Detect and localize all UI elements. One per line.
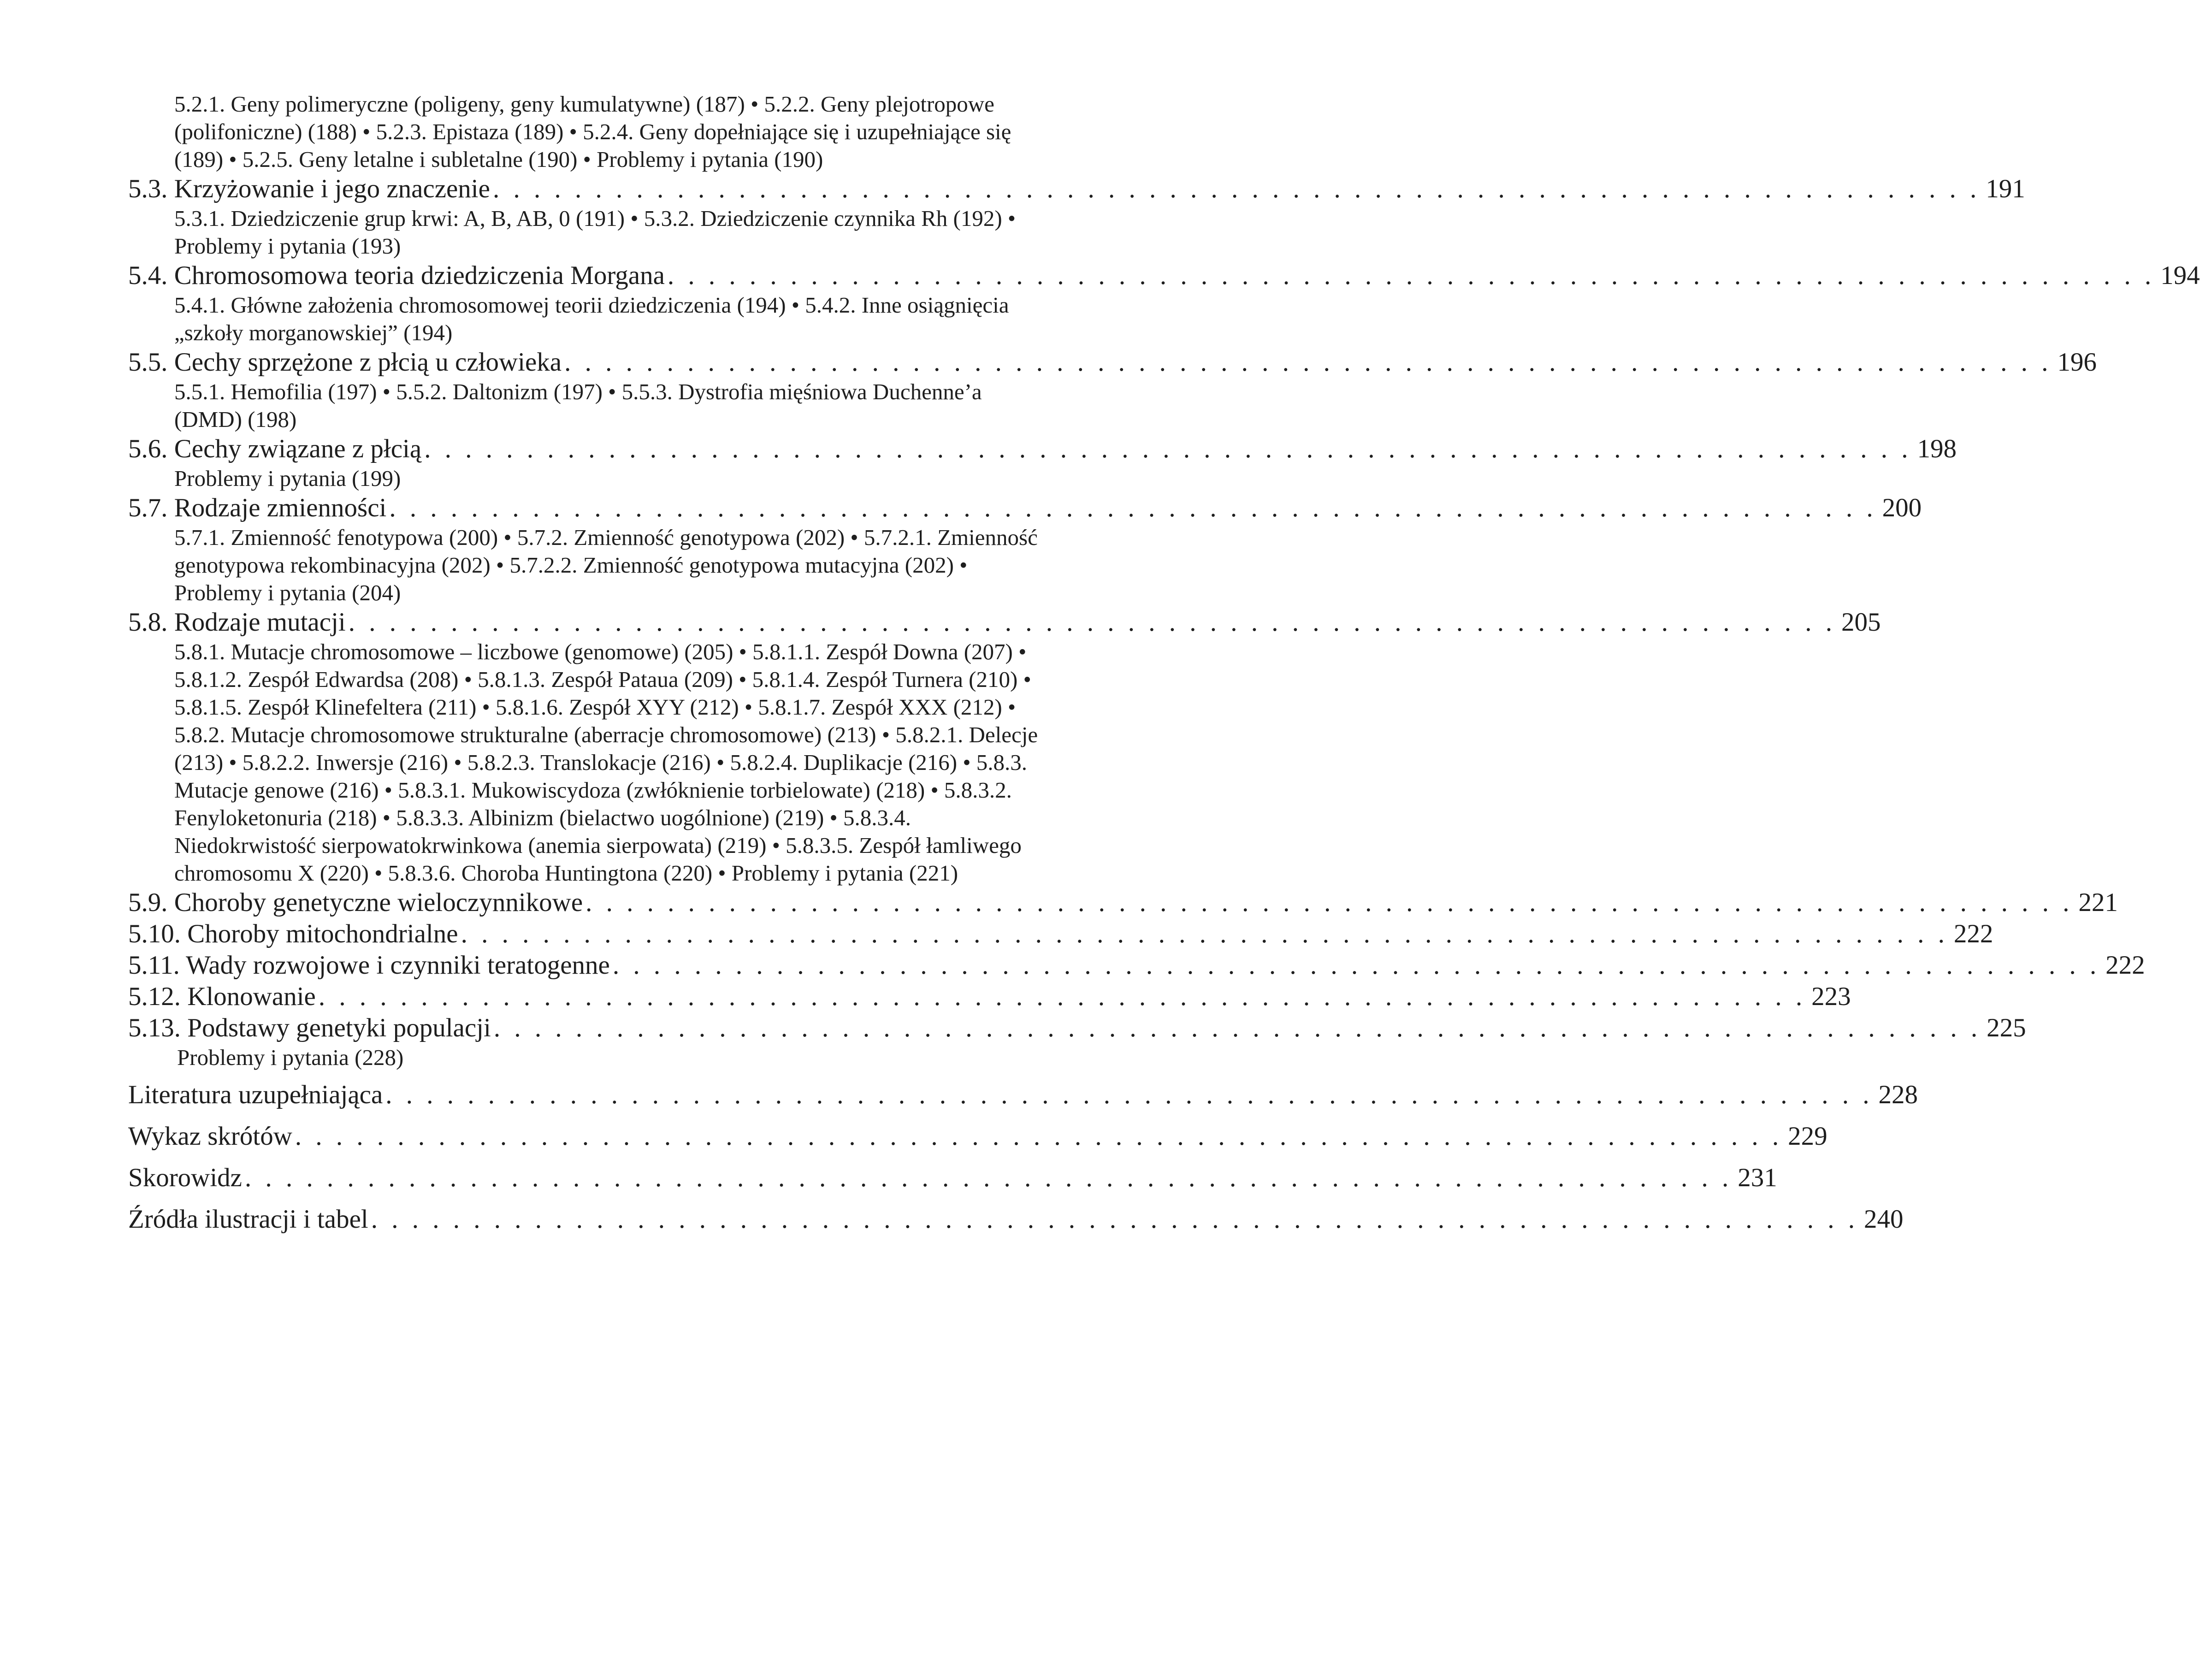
toc-page-number: 222	[2105, 951, 2145, 980]
toc-page-number: 228	[1878, 1080, 1918, 1109]
toc-page-number: 229	[1788, 1122, 1827, 1151]
subsection-list-5-13: Problemy i pytania (228)	[177, 1045, 404, 1070]
toc-entry-title: Wykaz skrótów	[128, 1122, 292, 1151]
toc-entry-title: Źródła ilustracji i tabel	[128, 1205, 368, 1234]
toc-entry-5-7[interactable]	[128, 492, 1922, 524]
toc-entry-5-9[interactable]	[128, 887, 2118, 918]
toc-page-number: 240	[1864, 1205, 1904, 1234]
toc-entry-title: 5.8. Rodzaje mutacji	[128, 608, 346, 637]
leader-dots: . . . . . . . . . . . . . . . . . . . . . . . . . . . . . . . . . . . . . . . . . . . . . . . . . . . . . . . . . . . . . . . . . . . . . . . . .	[667, 261, 2155, 290]
toc-page-number: 205	[1841, 608, 1881, 637]
leader-dots: . . . . . . . . . . . . . . . . . . . . . . . . . . . . . . . . . . . . . . . . . . . . . . . . . . . . . . . . . . . . . . . . . . . . . . . . .	[244, 1163, 1733, 1192]
toc-page-number: 222	[1953, 919, 1993, 948]
toc-entry-title: 5.11. Wady rozwojowe i czynniki teratogenne	[128, 951, 610, 980]
toc-entry-5-12[interactable]	[128, 981, 1851, 1012]
toc-entry-zrodla-ilustracji[interactable]	[128, 1201, 1904, 1237]
leader-dots: . . . . . . . . . . . . . . . . . . . . . . . . . . . . . . . . . . . . . . . . . . . . . . . . . . . . . . . . . . . . . . . . . . . . . . . . .	[612, 951, 2100, 980]
toc-entry-title: 5.5. Cechy sprzężone z płcią u człowieka	[128, 348, 562, 377]
toc-page-number: 196	[2057, 348, 2097, 377]
toc-entry-5-3[interactable]	[128, 173, 2025, 205]
leader-dots: . . . . . . . . . . . . . . . . . . . . . . . . . . . . . . . . . . . . . . . . . . . . . . . . . . . . . . . . . . . . . . . . . . . . . . . . .	[461, 919, 1948, 948]
leader-dots: . . . . . . . . . . . . . . . . . . . . . . . . . . . . . . . . . . . . . . . . . . . . . . . . . . . . . . . . . . . . . . . . . . . . . . . . .	[385, 1080, 1873, 1109]
table-of-contents	[128, 90, 2200, 1237]
leader-dots: . . . . . . . . . . . . . . . . . . . . . . . . . . . . . . . . . . . . . . . . . . . . . . . . . . . . . . . . . . . . . . . . . . . . . . . . .	[564, 348, 2052, 377]
toc-entry-title: 5.4. Chromosomowa teoria dziedziczenia Morgana	[128, 261, 665, 290]
subsection-list-5-2: 5.2.1. Geny polimeryczne (poligeny, geny kumulatywne) (187) • 5.2.2. Geny plejotropowe (polifoniczne) (188) • 5.2.3. Epistaza (189) • 5.2.4. Geny dopełniające się i uzupełniające się (189) • 5.2.5. Geny letalne i subletalne (190) • Problemy i pytania (190)	[174, 91, 1011, 172]
subsection-list-5-7: 5.7.1. Zmienność fenotypowa (200) • 5.7.2. Zmienność genotypowa (202) • 5.7.2.1. Zmienność genotypowa rekombinacyjna (202) • 5.7.2.2. Zmienność genotypowa mutacyjna (202) • Problemy i pytania (204)	[174, 525, 1038, 605]
leader-dots: . . . . . . . . . . . . . . . . . . . . . . . . . . . . . . . . . . . . . . . . . . . . . . . . . . . . . . . . . . . . . . . . . . . . . . . . .	[493, 1013, 1981, 1042]
toc-entry-title: 5.13. Podstawy genetyki populacji	[128, 1013, 491, 1042]
subsection-list-5-8: 5.8.1. Mutacje chromosomowe – liczbowe (genomowe) (205) • 5.8.1.1. Zespół Downa (207) • 5.8.1.2. Zespół Edwardsa (208) • 5.8.1.3. Zespół Pataua (209) • 5.8.1.4. Zespół Turnera (210) • 5.8.1.5. Zespół Klinefeltera (211) • 5.8.1.6. Zespół XYY (212) • 5.8.1.7. Zespół XXX (212) • 5.8.2. Mutacje chromosomowe strukturalne (aberracje chromosomowe) (213) • 5.8.2.1. Delecje (213) • 5.8.2.2. Inwersje (216) • 5.8.2.3. Translokacje (216) • 5.8.2.4. Duplikacje (216) • 5.8.3. Mutacje genowe (216) • 5.8.3.1. Mukowiscydoza (zwłóknienie torbielowate) (218) • 5.8.3.2. Fenyloketonuria (218) • 5.8.3.3. Albinizm (bielactwo uogólnione) (219) • 5.8.3.4. Niedokrwistość sierpowatokrwinkowa (anemia sierpowata) (219) • 5.8.3.5. Zespół łamliwego chromosomu X (220) • 5.8.3.6. Choroba Huntingtona (220) • Problemy i pytania (221)	[174, 639, 1038, 886]
subsection-list-5-4: 5.4.1. Główne założenia chromosomowej teorii dziedziczenia (194) • 5.4.2. Inne osiągnięcia „szkoły morganowskiej” (194)	[174, 292, 1009, 345]
toc-entry-5-11[interactable]	[128, 950, 2145, 981]
leader-dots: . . . . . . . . . . . . . . . . . . . . . . . . . . . . . . . . . . . . . . . . . . . . . . . . . . . . . . . . . . . . . . . . . . . . . . . . .	[318, 982, 1806, 1011]
toc-entry-wykaz-skrotow[interactable]	[128, 1118, 1827, 1154]
toc-entry-5-6[interactable]	[128, 433, 1957, 465]
toc-entry-title: 5.10. Choroby mitochondrialne	[128, 919, 458, 948]
toc-entry-5-8[interactable]	[128, 607, 1881, 638]
toc-page-number: 231	[1738, 1163, 1777, 1192]
leader-dots: . . . . . . . . . . . . . . . . . . . . . . . . . . . . . . . . . . . . . . . . . . . . . . . . . . . . . . . . . . . . . . . . . . . . . . . . .	[348, 608, 1836, 637]
leader-dots: . . . . . . . . . . . . . . . . . . . . . . . . . . . . . . . . . . . . . . . . . . . . . . . . . . . . . . . . . . . . . . . . . . . . . . . . .	[389, 493, 1877, 522]
toc-entry-title: 5.12. Klonowanie	[128, 982, 316, 1011]
leader-dots: . . . . . . . . . . . . . . . . . . . . . . . . . . . . . . . . . . . . . . . . . . . . . . . . . . . . . . . . . . . . . . . . . . . . . . . . .	[371, 1205, 1858, 1234]
toc-entry-skorowidz[interactable]	[128, 1160, 1777, 1196]
toc-entry-5-5[interactable]	[128, 347, 2097, 378]
toc-entry-5-13[interactable]	[128, 1012, 2026, 1044]
toc-entry-title: 5.9. Choroby genetyczne wieloczynnikowe	[128, 888, 583, 917]
toc-entry-5-4[interactable]	[128, 260, 2200, 291]
toc-entry-title: 5.6. Cechy związane z płcią	[128, 434, 422, 463]
subsection-list-5-3: 5.3.1. Dziedziczenie grup krwi: A, B, AB, 0 (191) • 5.3.2. Dziedziczenie czynnika Rh (192) • Problemy i pytania (193)	[174, 206, 1016, 259]
toc-page-number: 191	[1986, 174, 2025, 203]
toc-page-number: 225	[1987, 1013, 2026, 1042]
toc-entry-title: 5.3. Krzyżowanie i jego znaczenie	[128, 174, 490, 203]
toc-entry-5-10[interactable]	[128, 918, 1993, 950]
toc-entry-title: 5.7. Rodzaje zmienności	[128, 493, 387, 522]
leader-dots: . . . . . . . . . . . . . . . . . . . . . . . . . . . . . . . . . . . . . . . . . . . . . . . . . . . . . . . . . . . . . . . . . . . . . . . . .	[424, 434, 1912, 463]
toc-page-number: 198	[1917, 434, 1957, 463]
toc-page-number: 223	[1811, 982, 1851, 1011]
toc-entry-title: Skorowidz	[128, 1163, 242, 1192]
leader-dots: . . . . . . . . . . . . . . . . . . . . . . . . . . . . . . . . . . . . . . . . . . . . . . . . . . . . . . . . . . . . . . . . . . . . . . . . .	[295, 1122, 1783, 1151]
subsection-list-5-6: Problemy i pytania (199)	[174, 466, 401, 491]
subsection-list-5-5: 5.5.1. Hemofilia (197) • 5.5.2. Daltonizm (197) • 5.5.3. Dystrofia mięśniowa Duchenne’a (DMD) (198)	[174, 379, 982, 432]
leader-dots: . . . . . . . . . . . . . . . . . . . . . . . . . . . . . . . . . . . . . . . . . . . . . . . . . . . . . . . . . . . . . . . . . . . . . . . . .	[585, 888, 2073, 917]
leader-dots: . . . . . . . . . . . . . . . . . . . . . . . . . . . . . . . . . . . . . . . . . . . . . . . . . . . . . . . . . . . . . . . . . . . . . . . . .	[492, 174, 1981, 203]
toc-page-number: 200	[1882, 493, 1922, 522]
toc-page-number: 221	[2078, 888, 2118, 917]
toc-page-number: 194	[2160, 261, 2200, 290]
toc-entry-literatura[interactable]	[128, 1077, 1918, 1113]
toc-entry-title: Literatura uzupełniająca	[128, 1080, 383, 1109]
